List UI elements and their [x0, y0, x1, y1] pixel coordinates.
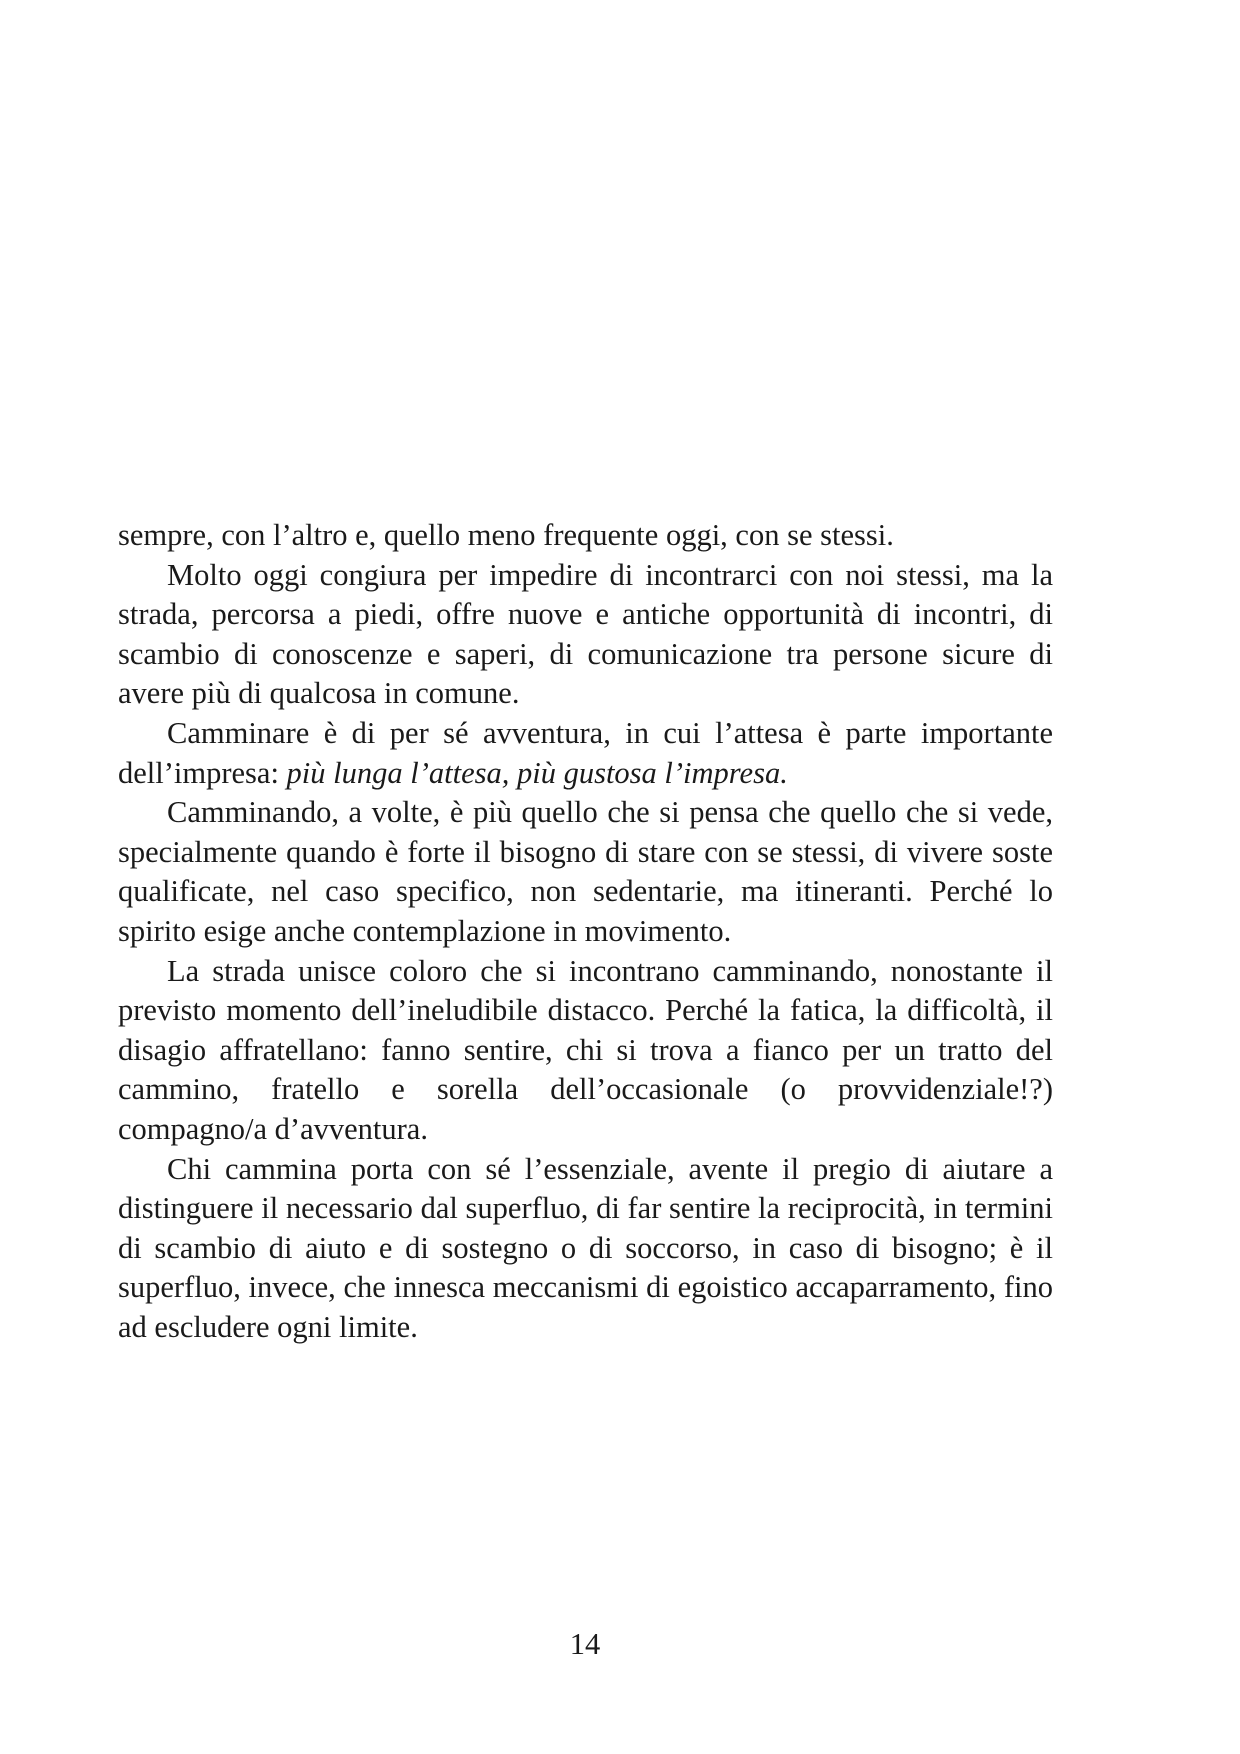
body-text	[118, 516, 1053, 1347]
paragraph-3-text: Camminare è di per sé avventura, in cui l’attesa è parte importante dell’impresa:	[118, 715, 1053, 790]
paragraph-3	[118, 714, 1053, 793]
paragraph-2: Molto oggi congiura per impedire di incontrarci con noi stessi, ma la strada, percorsa a piedi, offre nuove e antiche opportunità di incontri, di scambio di conoscenze e saperi, di comunicazione tra persone sicure di avere più di qualcosa in comune.	[118, 557, 1053, 711]
paragraph-5: La strada unisce coloro che si incontrano camminando, nonostante il previsto momento dell’ineludibile distacco. Perché la fatica, la difficoltà, il disagio affratellano: fanno sentire, chi si trova a fianco per un tratto del cammino, fratello e sorella dell’occasionale (o provvidenziale!?) compagno/a d’avventura.	[118, 953, 1053, 1146]
paragraph-3-italic-quote: più lunga l’attesa, più gustosa l’impresa.	[286, 755, 788, 790]
paragraph-4: Camminando, a volte, è più quello che si pensa che quello che si vede, specialmente quando è forte il bisogno di stare con se stessi, di vivere soste qualificate, nel caso specifico, non sedentarie, ma itineranti. Perché lo spirito esige anche contemplazione in movimento.	[118, 795, 1053, 948]
paragraph-1: sempre, con l’altro e, quello meno frequente oggi, con se stessi.	[118, 518, 894, 552]
paragraph-6: Chi cammina porta con sé l’essenziale, avente il pregio di aiutare a distinguere il necessario dal superfluo, di far sentire la reciprocità, in termini di scambio di aiuto e di sostegno o di soccorso, in caso di bisogno; è il superfluo, invece, che innesca meccanismi di egoistico accaparramento, fino ad escludere ogni limite.	[118, 1151, 1053, 1344]
page-number: 14	[569, 1627, 601, 1661]
